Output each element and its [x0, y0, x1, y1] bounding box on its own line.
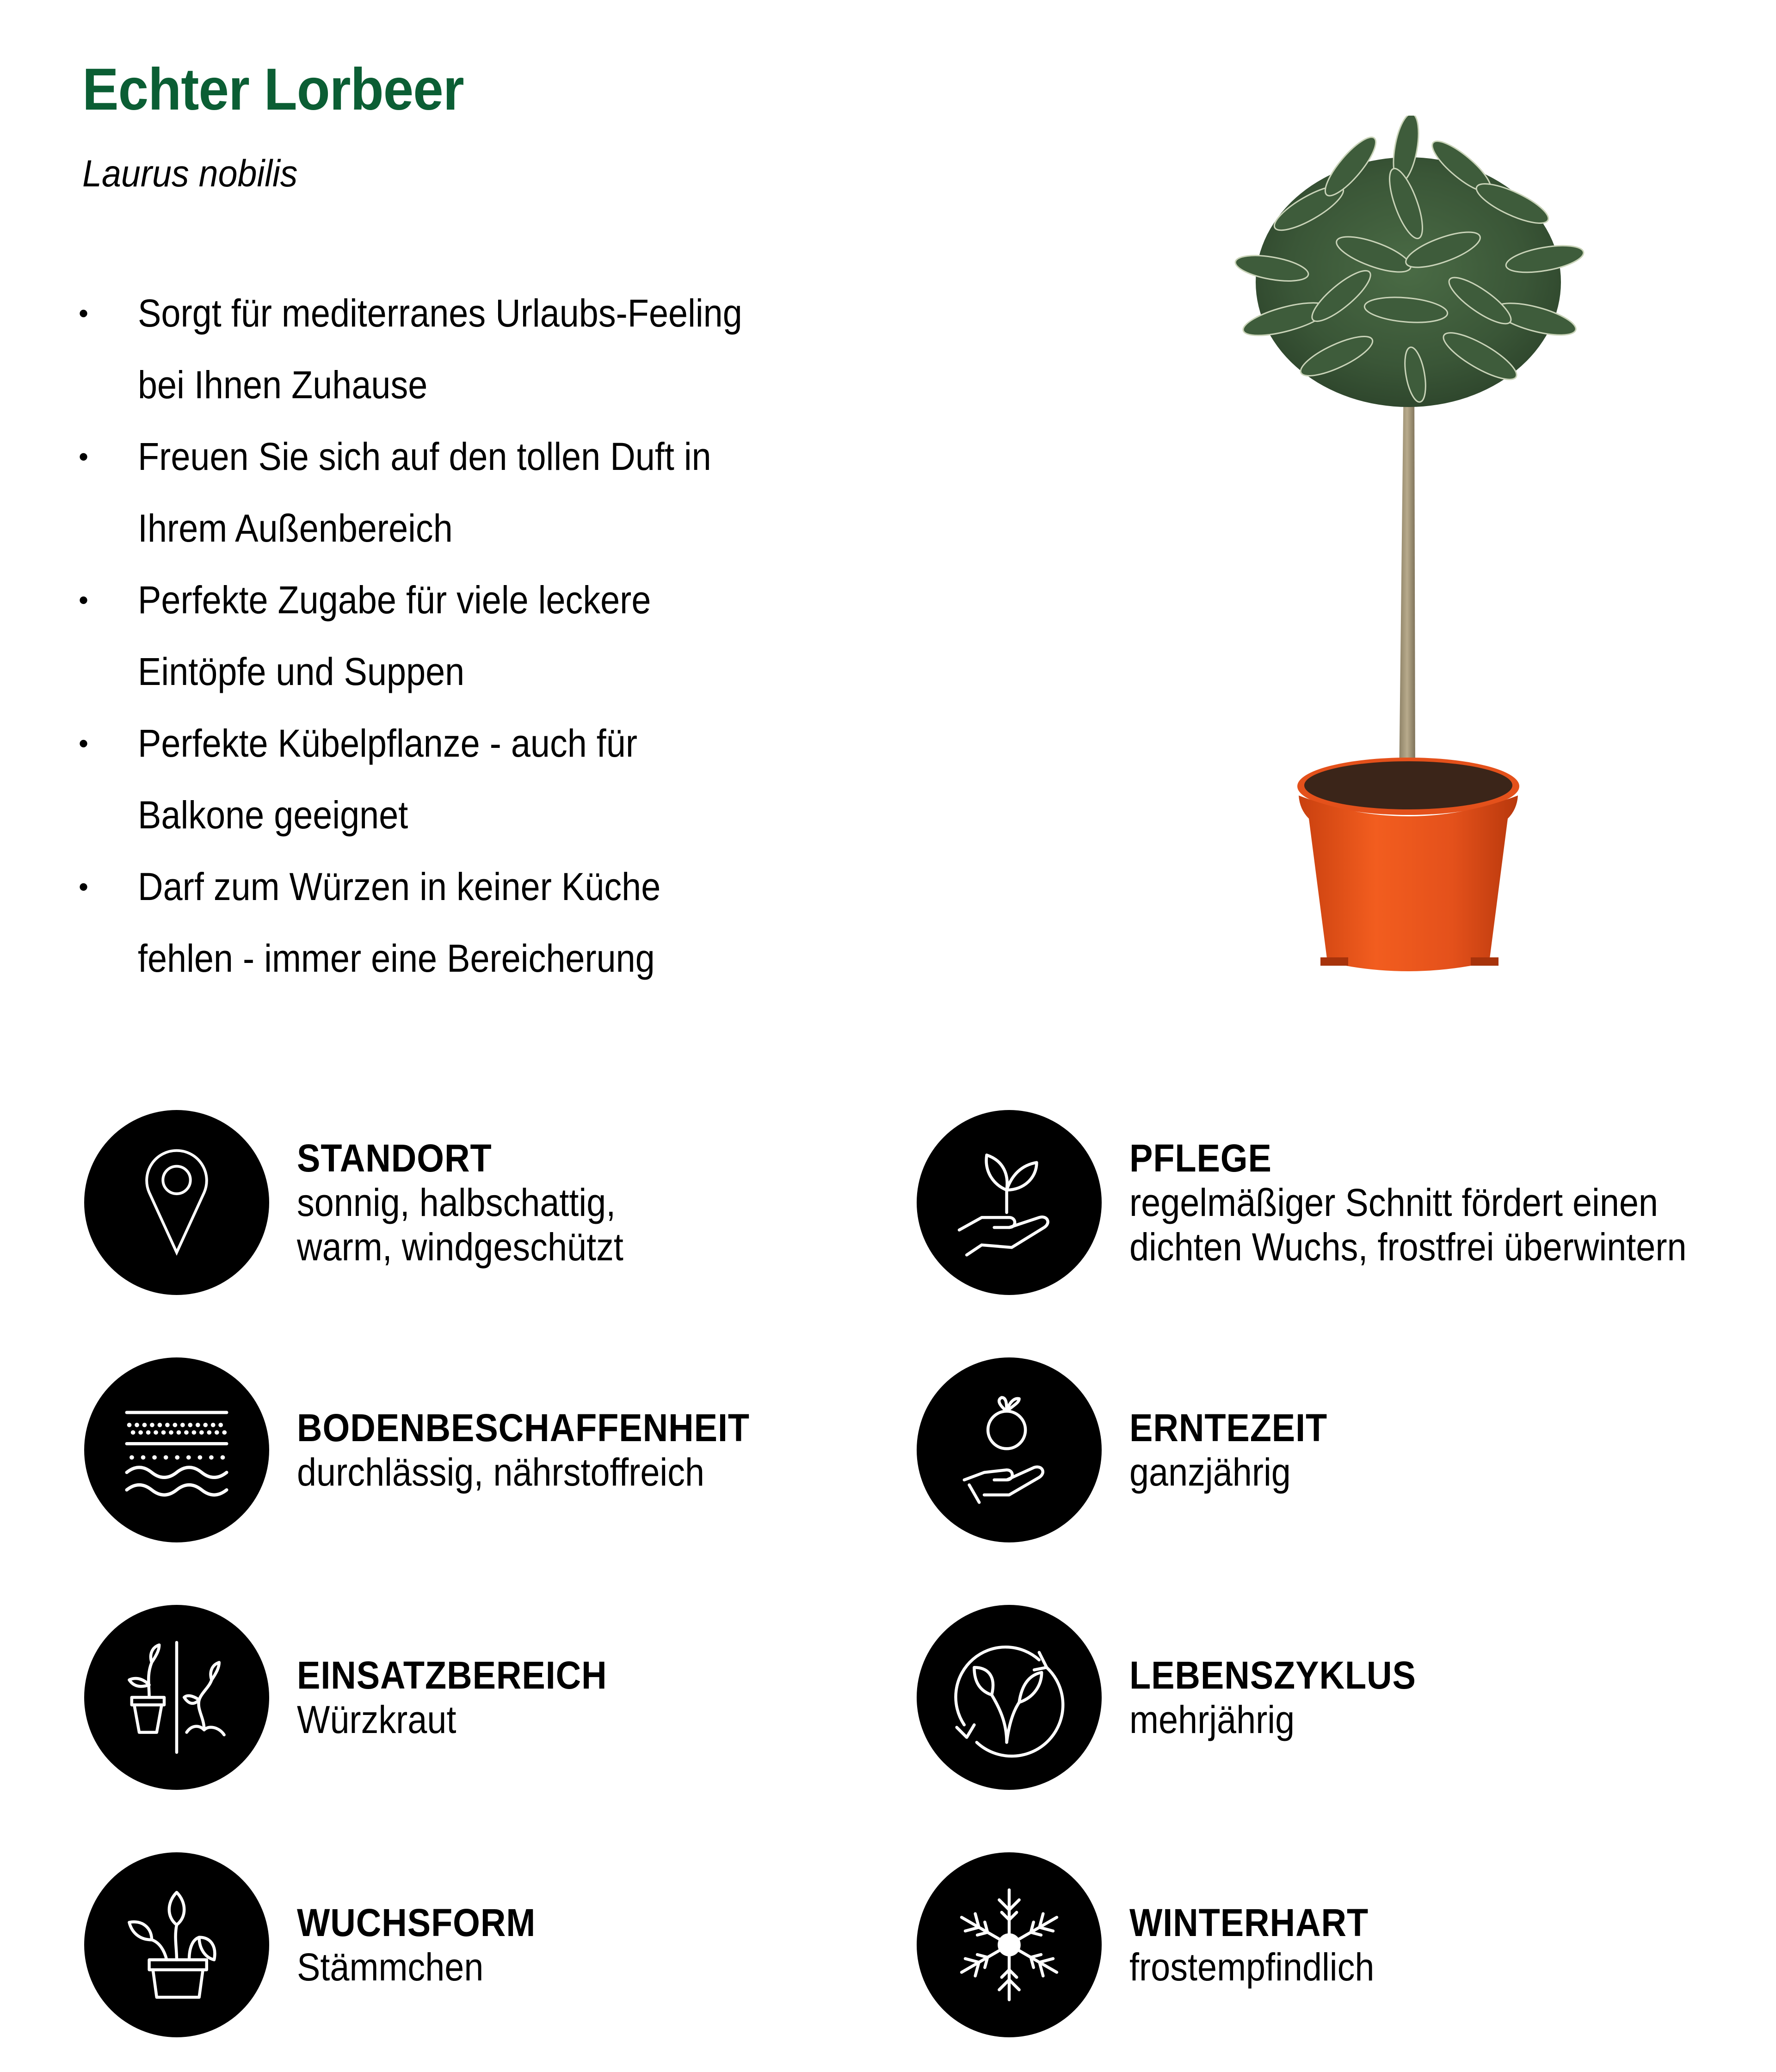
- bullet-icon: •: [79, 728, 89, 759]
- benefit-text: Ihrem Außenbereich: [138, 506, 453, 550]
- bullet-icon: •: [79, 585, 89, 616]
- feature-value: Stämmchen: [297, 1945, 484, 1989]
- pot-and-ground-icon: [84, 1605, 269, 1790]
- hand-seedling-icon: [917, 1110, 1102, 1295]
- potted-plant-icon: [84, 1852, 269, 2037]
- snowflake-icon: [917, 1852, 1102, 2037]
- plant-cycle-icon: [917, 1605, 1102, 1790]
- feature-value: ganzjährig: [1129, 1450, 1291, 1494]
- hand-fruit-icon: [917, 1357, 1102, 1542]
- feature-heading: ERNTEZEIT: [1129, 1406, 1328, 1449]
- feature-heading: EINSATZBEREICH: [297, 1653, 607, 1697]
- feature-value: regelmäßiger Schnitt fördert einen: [1129, 1181, 1658, 1224]
- soil-layers-icon: [84, 1357, 269, 1542]
- feature-erntezeit: [917, 1357, 1726, 1542]
- feature-heading: WINTERHART: [1129, 1901, 1369, 1944]
- benefit-item: [79, 851, 924, 994]
- benefit-text: bei Ihnen Zuhause: [138, 363, 428, 407]
- benefit-text: Perfekte Zugabe für viele leckere: [138, 578, 651, 622]
- feature-winterhart: [917, 1852, 1726, 2037]
- feature-value: durchlässig, nährstoffreich: [297, 1450, 705, 1494]
- feature-value: dichten Wuchs, frostfrei überwintern: [1129, 1225, 1687, 1269]
- feature-heading: STANDORT: [297, 1136, 492, 1180]
- benefit-text: Eintöpfe und Suppen: [138, 650, 465, 693]
- feature-heading: WUCHSFORM: [297, 1901, 536, 1944]
- feature-bodenbeschaffenheit: [84, 1357, 894, 1542]
- benefit-text: Sorgt für mediterranes Urlaubs-Feeling: [138, 291, 742, 335]
- map-pin-icon: [84, 1110, 269, 1295]
- latin-name: Laurus nobilis: [82, 153, 298, 195]
- feature-heading: LEBENSZYKLUS: [1129, 1653, 1416, 1697]
- benefit-item: [79, 708, 924, 851]
- feature-heading: PFLEGE: [1129, 1136, 1272, 1180]
- benefit-text: fehlen - immer eine Bereicherung: [138, 937, 655, 980]
- feature-einsatzbereich: [84, 1605, 894, 1790]
- product-title: Echter Lorbeer: [82, 56, 464, 123]
- feature-wuchsform: [84, 1852, 894, 2037]
- bullet-icon: •: [79, 298, 89, 329]
- feature-value: warm, windgeschützt: [297, 1225, 623, 1269]
- benefit-item: [79, 421, 924, 564]
- feature-value: sonnig, halbschattig,: [297, 1181, 616, 1224]
- benefit-list: [79, 278, 924, 994]
- benefit-text: Darf zum Würzen in keiner Küche: [138, 865, 661, 908]
- benefit-text: Perfekte Kübelpflanze - auch für: [138, 722, 638, 765]
- feature-heading: BODENBESCHAFFENHEIT: [297, 1406, 750, 1449]
- product-image: [1221, 116, 1600, 976]
- benefit-item: [79, 278, 924, 421]
- bullet-icon: •: [79, 441, 89, 472]
- feature-lebenszyklus: [917, 1605, 1726, 1790]
- benefit-text: Freuen Sie sich auf den tollen Duft in: [138, 435, 711, 478]
- feature-standort: [84, 1110, 894, 1295]
- bullet-icon: •: [79, 871, 89, 902]
- benefit-item: [79, 564, 924, 708]
- feature-value: Würzkraut: [297, 1698, 456, 1741]
- feature-value: mehrjährig: [1129, 1698, 1295, 1741]
- feature-value: frostempfindlich: [1129, 1945, 1375, 1989]
- benefit-text: Balkone geeignet: [138, 793, 408, 837]
- feature-pflege: [917, 1110, 1726, 1295]
